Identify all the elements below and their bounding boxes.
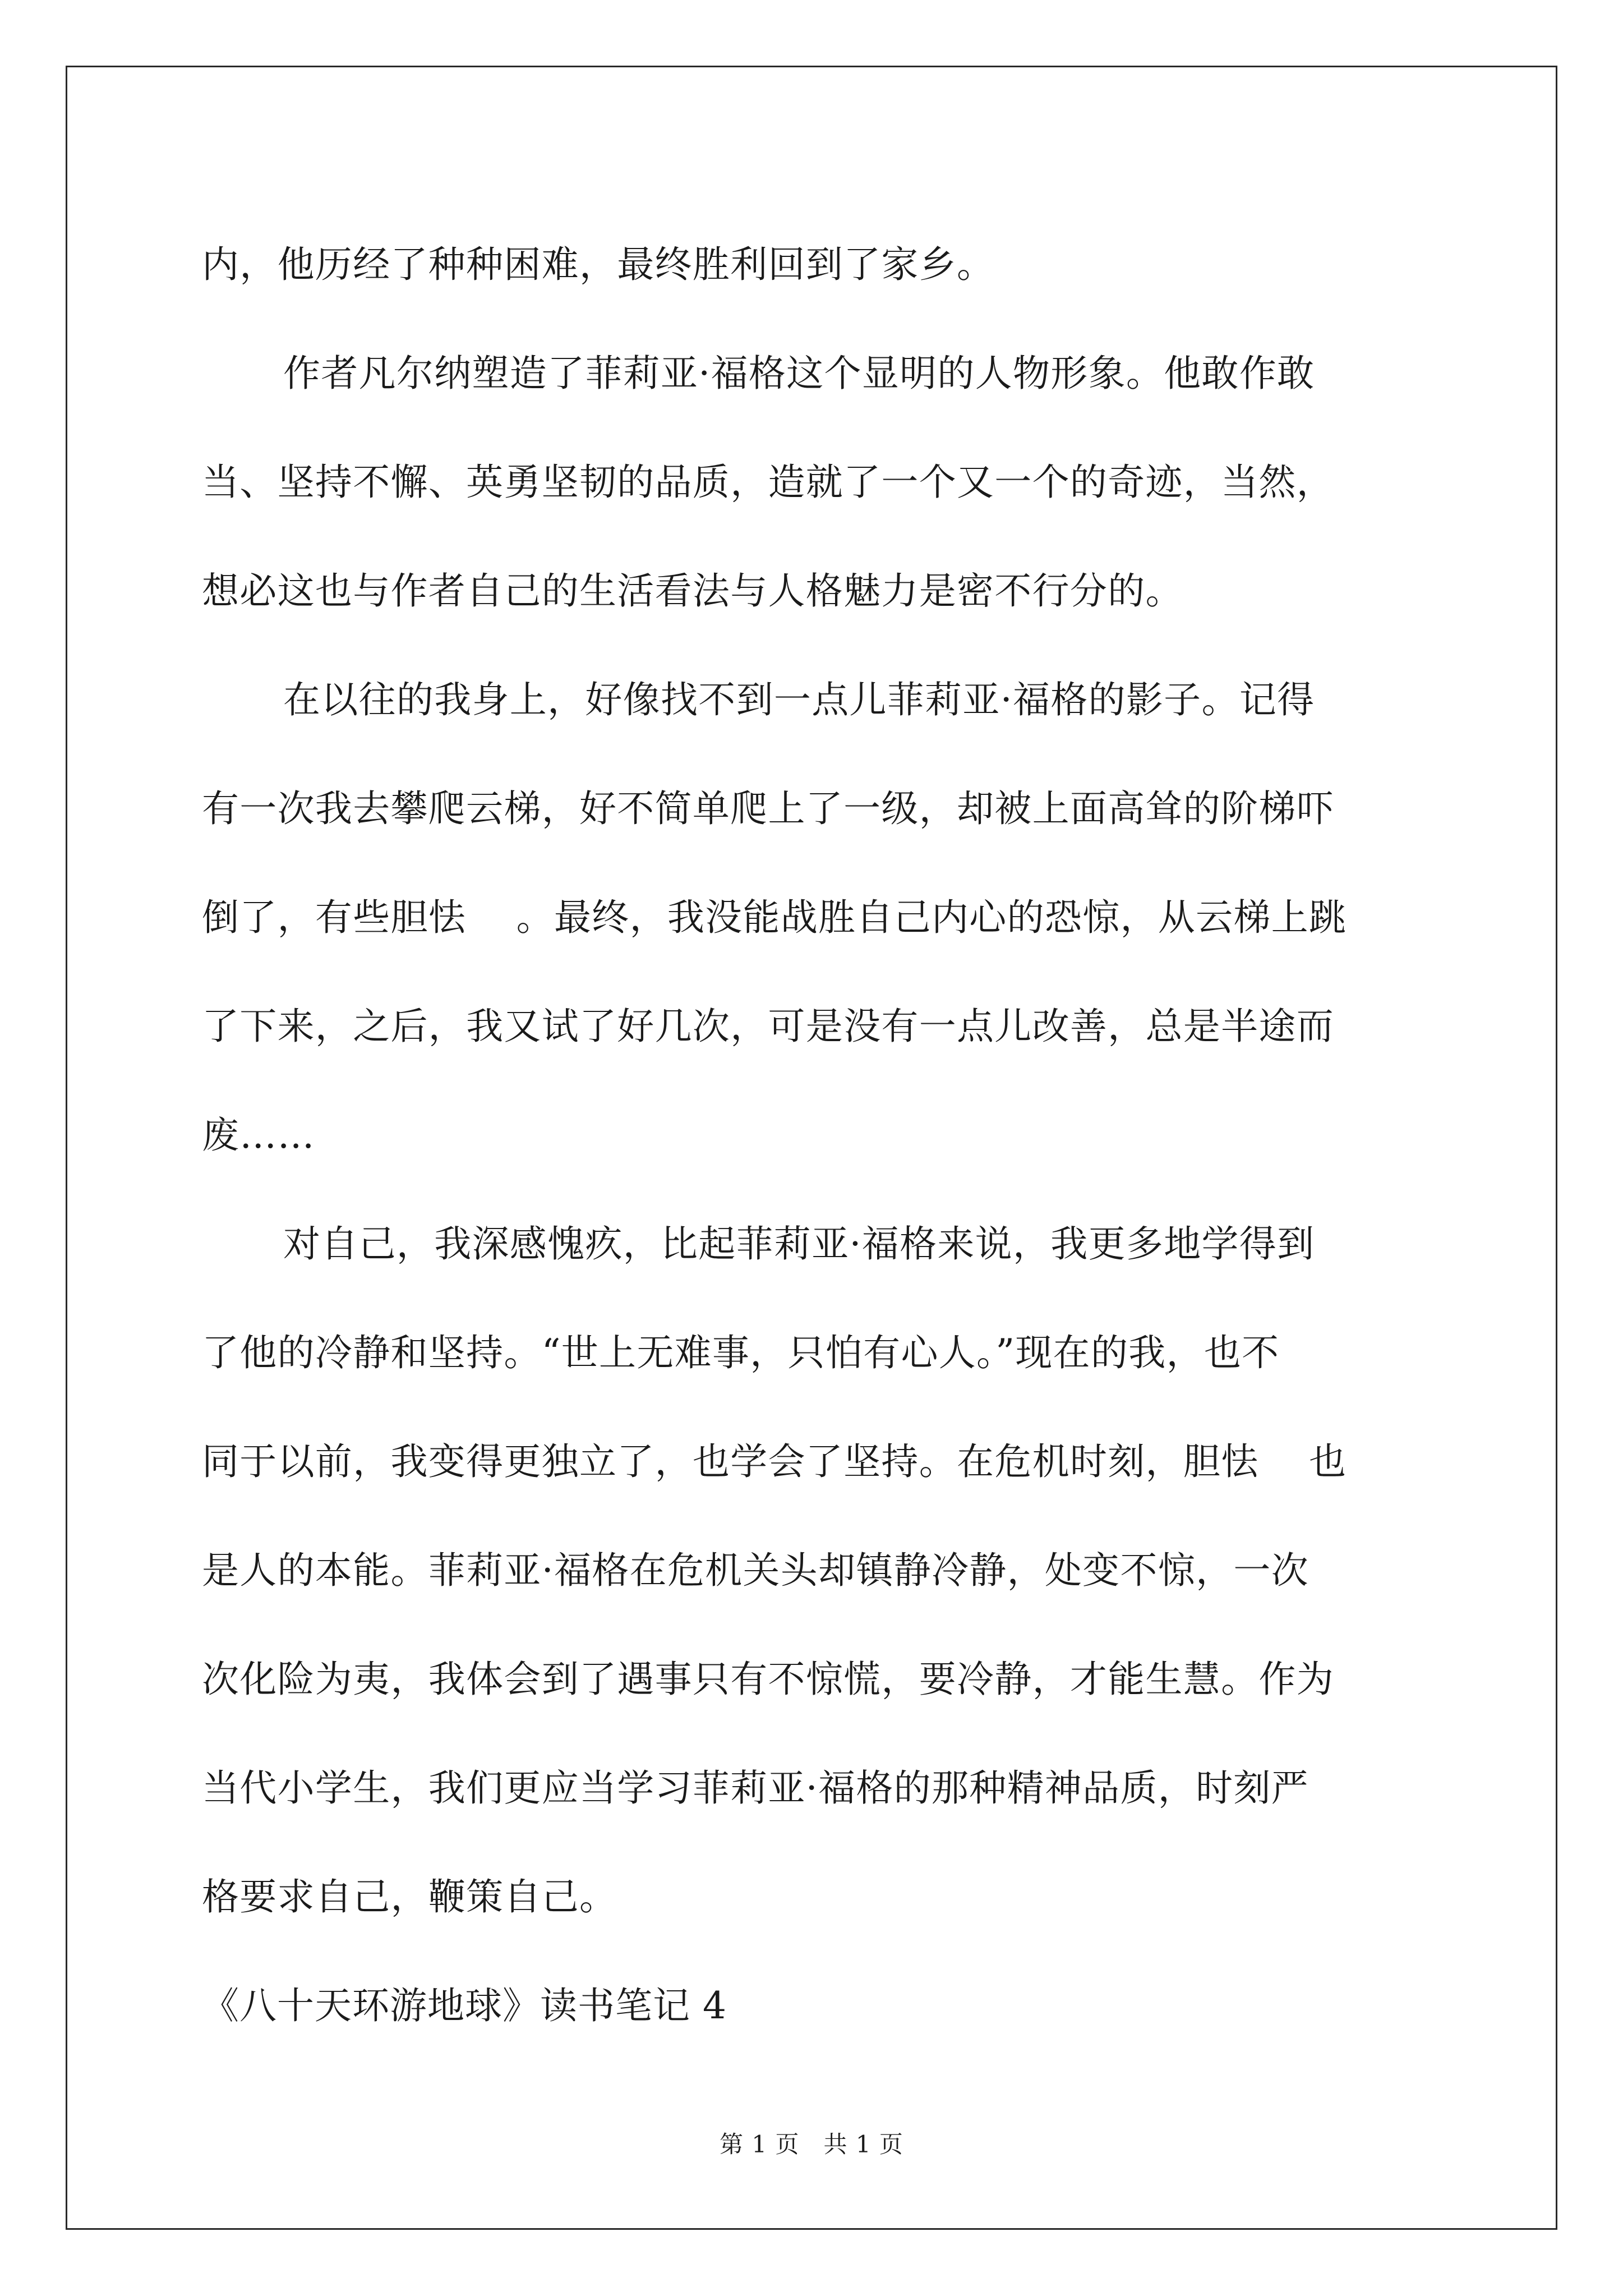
text-line: 对自己，我深感愧疚，比起菲莉亚·福格来说，我更多地学得到: [283, 1222, 1315, 1266]
text-line: 内，他历经了种种困难，最终胜利回到了家乡。: [202, 243, 995, 286]
text-line: 倒了，有些胆怯 。最终，我没能战胜自己内心的恐惊，从云梯上跳: [202, 896, 1347, 939]
text-line: 废……: [202, 1114, 315, 1157]
text-line: 有一次我去攀爬云梯，好不简单爬上了一级，却被上面高耸的阶梯吓: [202, 787, 1334, 830]
page-footer: [0, 2126, 1623, 2160]
document-body: [202, 210, 1436, 2060]
text-line: 同于以前，我变得更独立了，也学会了坚持。在危机时刻，胆怯 也: [202, 1440, 1347, 1483]
text-line: 了他的冷静和坚持。“世上无难事，只怕有心人。”现在的我，也不: [202, 1331, 1280, 1374]
text-line: 当代小学生，我们更应当学习菲莉亚·福格的那种精神品质，时刻严: [202, 1766, 1309, 1810]
text-line: 次化险为夷，我体会到了遇事只有不惊慌，要冷静，才能生慧。作为: [202, 1658, 1334, 1701]
text-line: 想必这也与作者自己的生活看法与人格魅力是密不行分的。: [202, 569, 1183, 613]
text-line: 是人的本能。菲莉亚·福格在危机关头却镇静冷静，处变不惊，一次: [202, 1549, 1309, 1592]
page-number: 第 1 页 共 1 页: [720, 2131, 903, 2158]
text-line: 了下来，之后，我又试了好几次，可是没有一点儿改善，总是半途而: [202, 1005, 1334, 1048]
text-line: 在以往的我身上，好像找不到一点儿菲莉亚·福格的影子。记得: [283, 678, 1315, 721]
text-line: 当、坚持不懈、英勇坚韧的品质，造就了一个又一个的奇迹，当然，: [202, 461, 1334, 504]
text-line: 格要求自己，鞭策自己。: [202, 1875, 617, 1918]
section-heading: 《八十天环游地球》读书笔记 4: [202, 1984, 727, 2027]
text-line: 作者凡尔纳塑造了菲莉亚·福格这个显明的人物形象。他敢作敢: [283, 352, 1315, 395]
